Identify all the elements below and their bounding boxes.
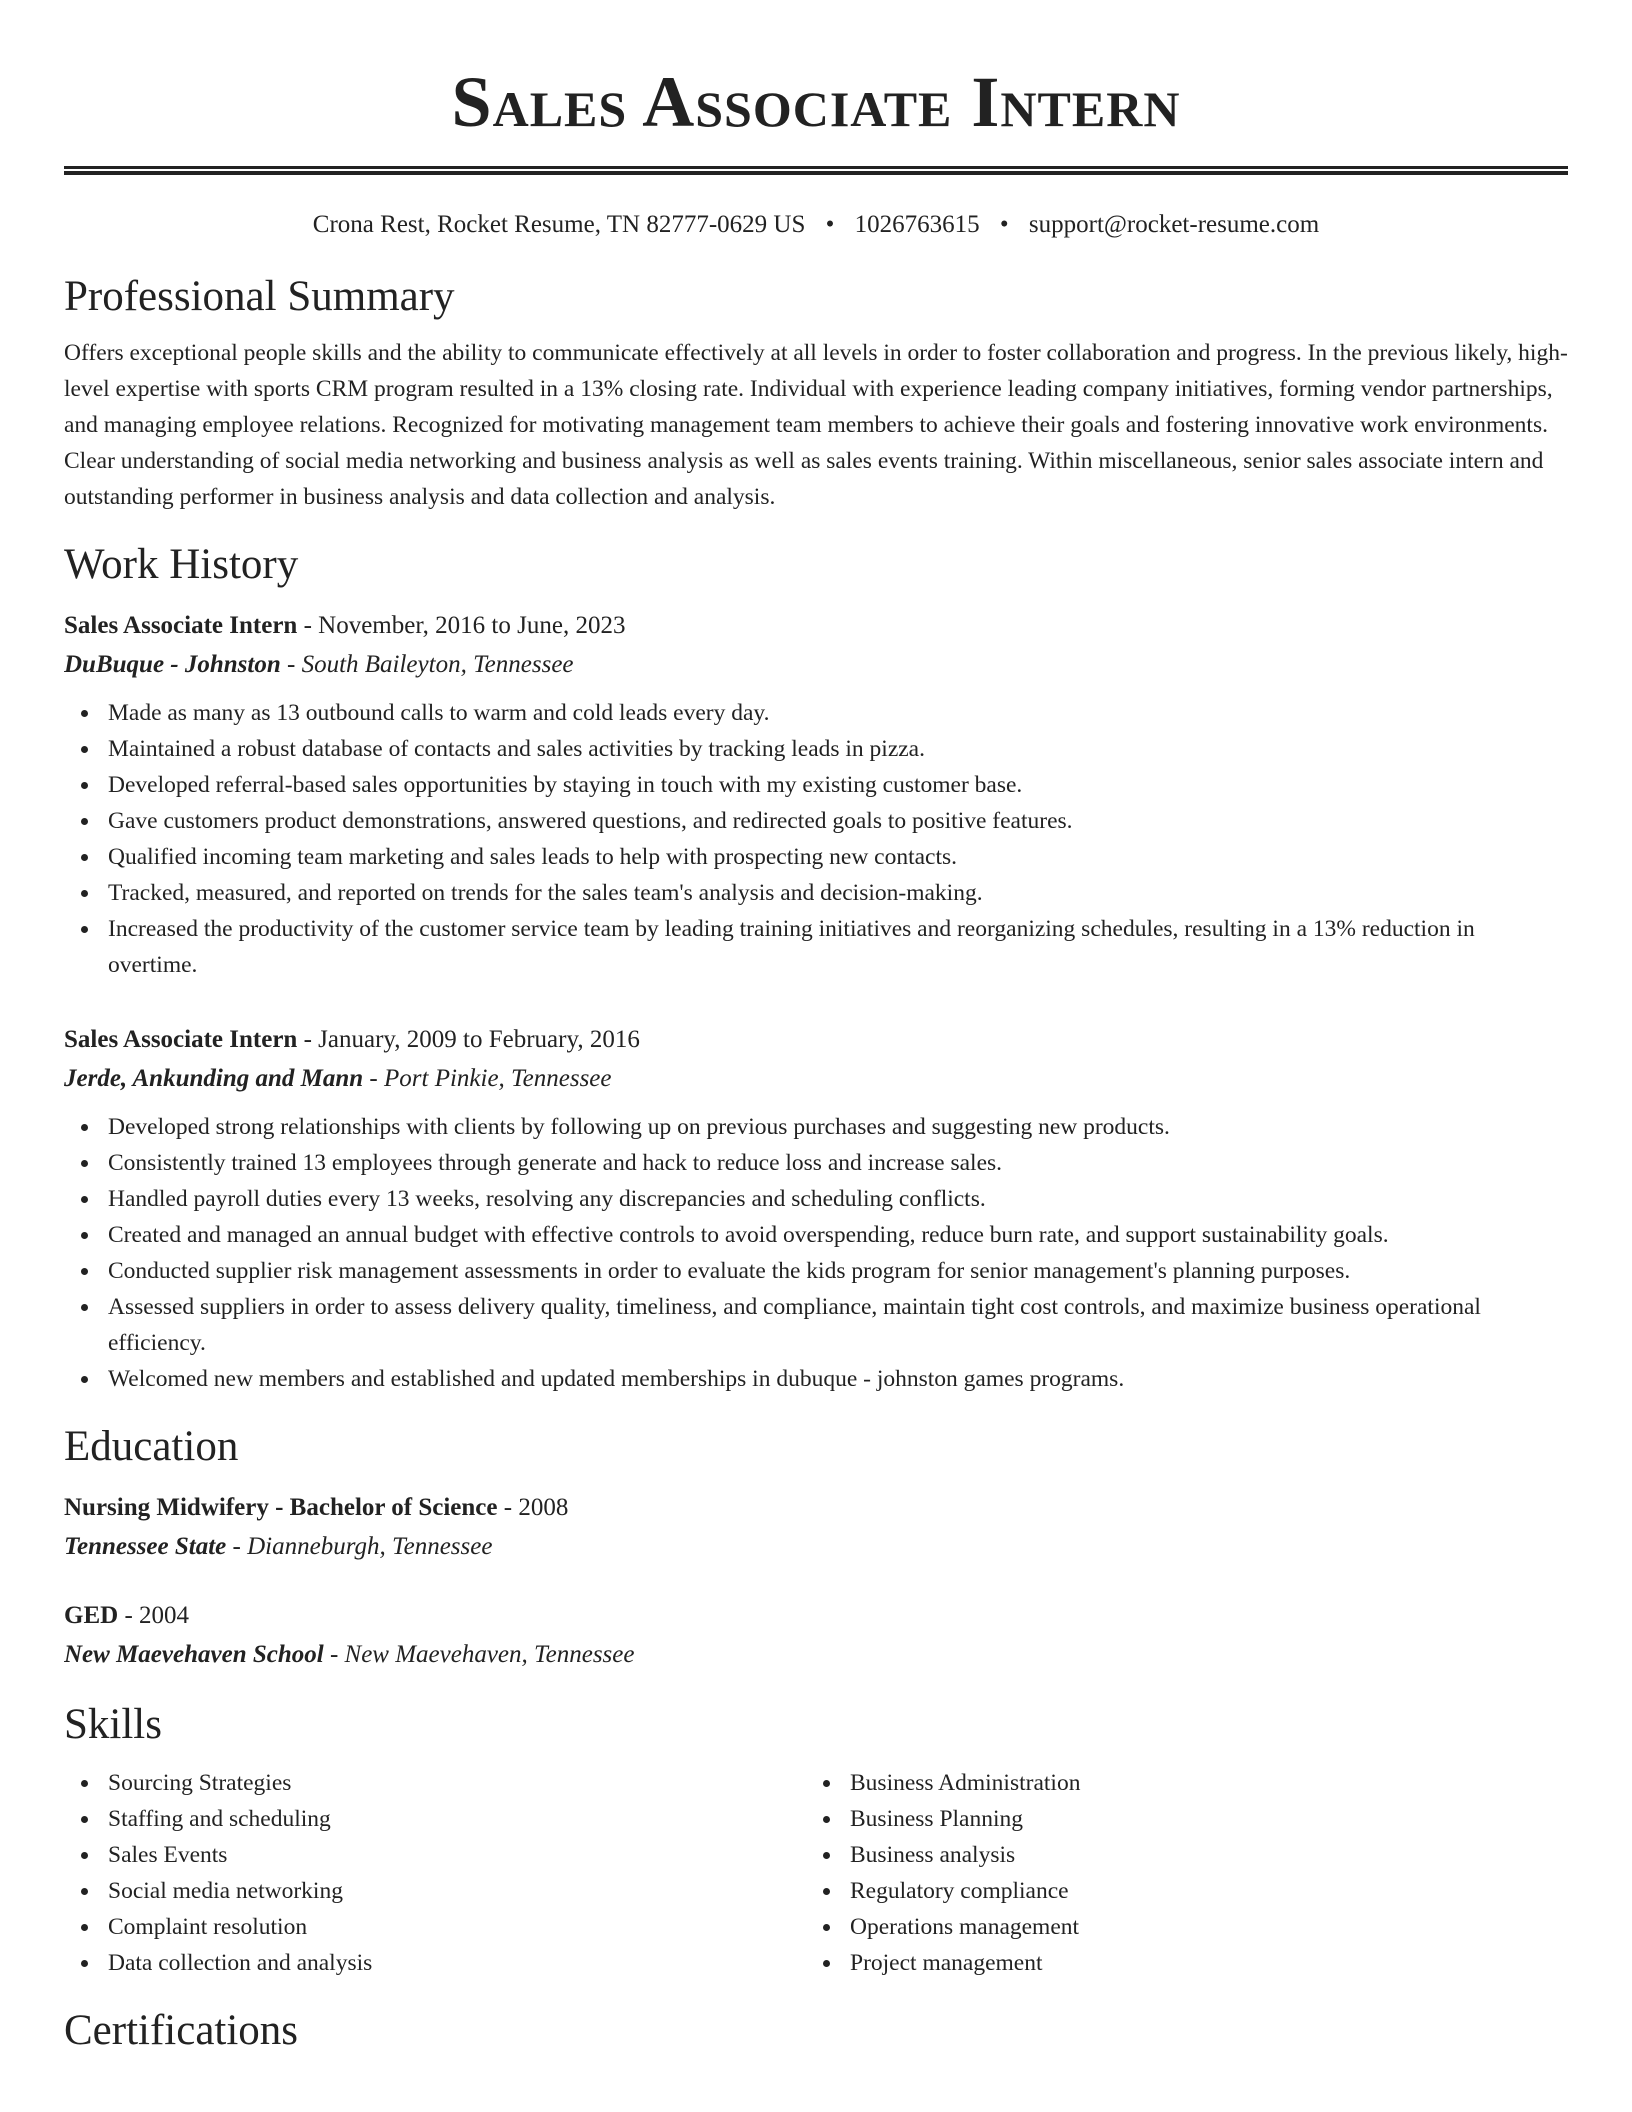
list-item: Handled payroll duties every 13 weeks, resolving any discrepancies and scheduling conflicts. (64, 1181, 1568, 1217)
section-title-summary: Professional Summary (64, 273, 455, 320)
education-header (64, 1489, 1568, 1527)
list-item: Made as many as 13 outbound calls to warm and cold leads every day. (64, 695, 1568, 731)
contact-email: support@rocket-resume.com (1028, 211, 1320, 238)
list-item: Data collection and analysis (64, 1945, 806, 1981)
job-title: Sales Associate Intern (64, 612, 298, 639)
job-entry (64, 607, 1568, 983)
list-item: Assessed suppliers in order to assess delivery quality, timeliness, and compliance, maintain tight cost controls, and maximize business operational efficiency. (64, 1289, 1568, 1361)
job-title: Sales Associate Intern (64, 1026, 298, 1053)
contact-separator: • (999, 211, 1009, 238)
header-divider (64, 166, 1568, 175)
education-header (64, 1597, 1568, 1635)
list-item: Staffing and scheduling (64, 1801, 806, 1837)
list-item: Developed strong relationships with clients by following up on previous purchases and suggesting new products. (64, 1109, 1568, 1145)
list-item: Increased the productivity of the customer service team by leading training initiatives and reorganizing schedules, resulting in a 13% reduction in overtime. (64, 911, 1568, 983)
list-item: Sales Events (64, 1837, 806, 1873)
skills-list-right (806, 1765, 1548, 1981)
list-item: Welcomed new members and established and updated memberships in dubuque - johnston games programs. (64, 1361, 1568, 1397)
resume-page (64, 0, 1568, 2112)
list-item: Gave customers product demonstrations, answered questions, and redirected goals to positive features. (64, 803, 1568, 839)
job-company: DuBuque - Johnston (64, 651, 281, 678)
job-employer (64, 1059, 1568, 1099)
list-item: Qualified incoming team marketing and sales leads to help with prospecting new contacts. (64, 839, 1568, 875)
education-degree: GED (64, 1602, 119, 1629)
job-header (64, 1021, 1568, 1059)
job-dates: - January, 2009 to February, 2016 (297, 1026, 640, 1053)
job-location: - Port Pinkie, Tennessee (363, 1065, 612, 1092)
list-item: Business Planning (806, 1801, 1548, 1837)
list-item: Sourcing Strategies (64, 1765, 806, 1801)
education-year: - 2004 (118, 1602, 190, 1629)
list-item: Maintained a robust database of contacts and sales activities by tracking leads in pizza. (64, 731, 1568, 767)
list-item: Operations management (806, 1909, 1548, 1945)
job-bullets (64, 1109, 1568, 1397)
contact-separator: • (825, 211, 835, 238)
education-school-line (64, 1635, 1568, 1675)
list-item: Regulatory compliance (806, 1873, 1548, 1909)
list-item: Conducted supplier risk management assessments in order to evaluate the kids program for senior management's planning purposes. (64, 1253, 1568, 1289)
section-title-certifications: Certifications (64, 2007, 299, 2054)
job-dates: - November, 2016 to June, 2023 (297, 612, 626, 639)
spacer (64, 983, 1568, 1021)
education-school-line (64, 1527, 1568, 1567)
list-item: Social media networking (64, 1873, 806, 1909)
list-item: Consistently trained 13 employees through generate and hack to reduce loss and increase sales. (64, 1145, 1568, 1181)
skills-list-left (64, 1765, 806, 1981)
list-item: Business analysis (806, 1837, 1548, 1873)
section-title-skills: Skills (64, 1701, 162, 1748)
job-location: - South Baileyton, Tennessee (280, 651, 574, 678)
job-entry (64, 1021, 1568, 1397)
education-location: - New Maevehaven, Tennessee (323, 1641, 635, 1668)
section-title-work-history: Work History (64, 541, 299, 588)
list-item: Created and managed an annual budget with effective controls to avoid overspending, reduce burn rate, and support sustainability goals. (64, 1217, 1568, 1253)
education-school: New Maevehaven School (64, 1641, 324, 1668)
education-year: - 2008 (497, 1494, 569, 1521)
education-location: - Dianneburgh, Tennessee (226, 1533, 493, 1560)
job-employer (64, 645, 1568, 685)
spacer (64, 1567, 1568, 1597)
contact-phone: 1026763615 (854, 211, 980, 238)
education-entry (64, 1597, 1568, 1675)
skills-columns (64, 1759, 1568, 1981)
education-school: Tennessee State (64, 1533, 227, 1560)
list-item: Business Administration (806, 1765, 1548, 1801)
list-item: Tracked, measured, and reported on trends for the sales team's analysis and decision-making. (64, 875, 1568, 911)
resume-name: Sales Associate Intern (451, 62, 1181, 142)
job-header (64, 607, 1568, 645)
contact-address: Crona Rest, Rocket Resume, TN 82777-0629 US (312, 211, 806, 238)
section-title-education: Education (64, 1423, 239, 1470)
education-entry (64, 1489, 1568, 1567)
contact-line (64, 209, 1568, 241)
list-item: Complaint resolution (64, 1909, 806, 1945)
list-item: Project management (806, 1945, 1548, 1981)
summary-text: Offers exceptional people skills and the ability to communicate effectively at all levels in order to foster collaboration and progress. In the previous likely, high-level expertise with sports CRM program resulted in a 13% closing rate. Individual with experience leading company initiatives, forming vendor partnerships, and managing employee relations. Recognized for motivating management team members to achieve their goals and fostering innovative work environments. Clear understanding of social media networking and business analysis as well as sales events training. Within miscellaneous, senior sales associate intern and outstanding performer in business analysis and data collection and analysis. (64, 340, 1568, 510)
job-bullets (64, 695, 1568, 983)
list-item: Developed referral-based sales opportunities by staying in touch with my existing customer base. (64, 767, 1568, 803)
job-company: Jerde, Ankunding and Mann (64, 1065, 364, 1092)
education-degree: Nursing Midwifery - Bachelor of Science (64, 1494, 498, 1521)
